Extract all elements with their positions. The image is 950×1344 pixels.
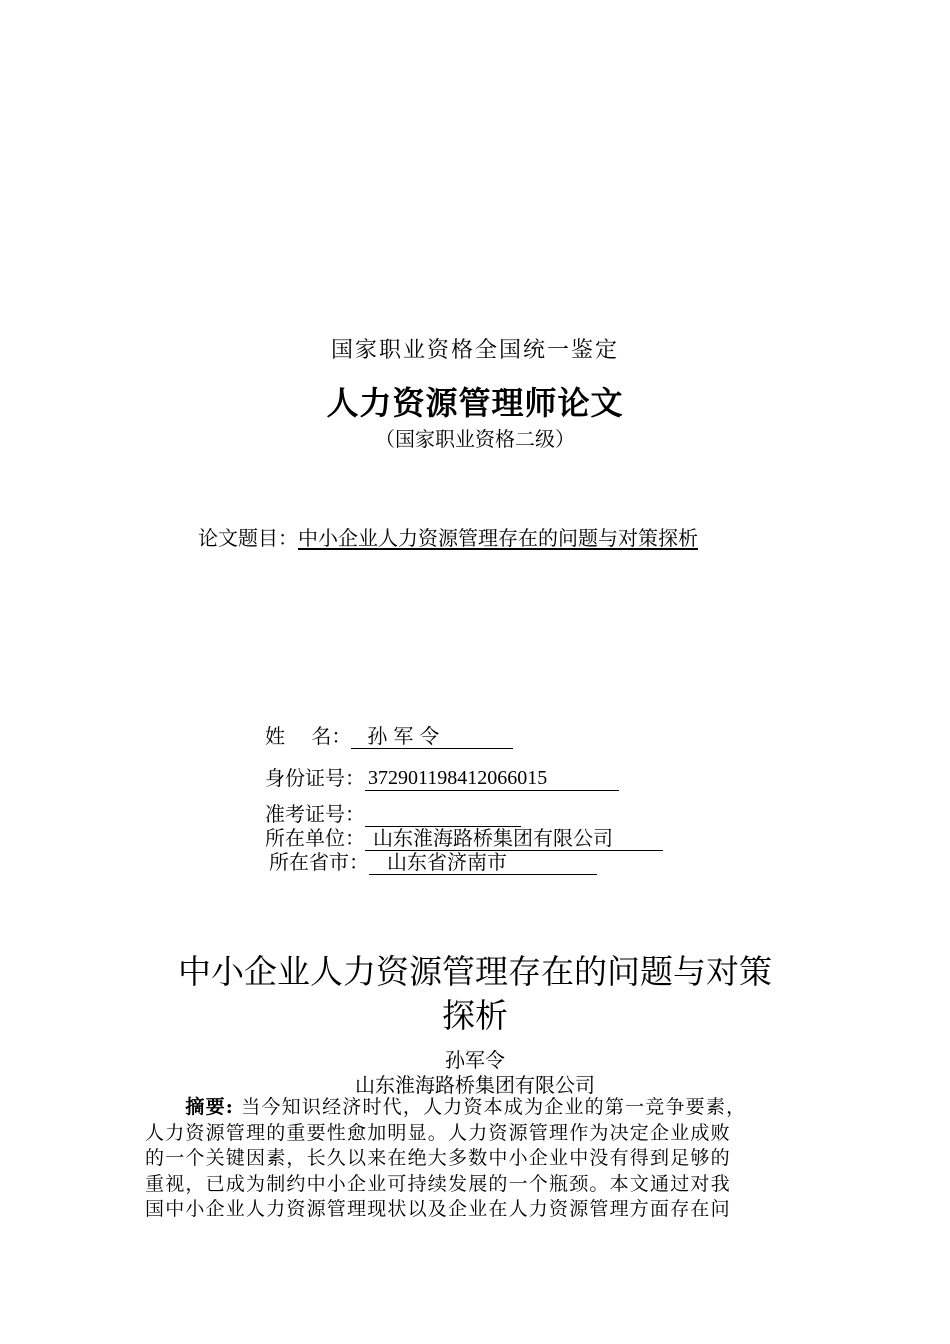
name-label: 姓 名： — [265, 724, 352, 748]
abstract-line-4: 重视，已成为制约中小企业可持续发展的一个瓶颈。本文通过对我 — [145, 1172, 731, 1195]
abstract-line-2: 人力资源管理的重要性愈加明显。人力资源管理作为决定企业成败 — [145, 1121, 731, 1144]
city-field — [269, 846, 597, 875]
sub-title: （国家职业资格二级） — [375, 427, 575, 451]
abstract-line-3: 的一个关键因素，长久以来在绝大多数中小企业中没有得到足够的 — [145, 1147, 731, 1169]
id-label: 身份证号： — [265, 766, 365, 790]
city-label: 所在省市： — [269, 850, 369, 874]
organization: 山东淮海路桥集团有限公司 — [355, 1073, 595, 1097]
name-value: 孙军令 — [351, 725, 513, 749]
abstract — [145, 1095, 809, 1223]
topic-row — [198, 522, 698, 551]
id-field — [265, 762, 619, 791]
id-value: 372901198412066015 — [365, 767, 619, 791]
topic-value: 中小企业人力资源管理存在的问题与对策探析 — [298, 526, 698, 550]
exam-label: 准考证号： — [265, 802, 365, 826]
topic-label: 论文题目： — [198, 526, 298, 550]
author: 孙军令 — [445, 1048, 505, 1072]
paper-title-line-1: 中小企业人力资源管理存在的问题与对策 — [178, 952, 772, 991]
paper-title-line-2: 探析 — [442, 996, 508, 1035]
unit-value: 山东淮海路桥集团有限公司 — [365, 827, 663, 851]
abstract-text-1: 当今知识经济时代，人力资本成为企业的第一竞争要素， — [241, 1096, 747, 1118]
abstract-line-5: 国中小企业人力资源管理现状以及企业在人力资源管理方面存在问 — [145, 1198, 731, 1220]
name-field — [265, 720, 513, 749]
main-title: 人力资源管理师论文 — [326, 384, 624, 422]
unit-label: 所在单位： — [265, 826, 365, 850]
abstract-line-1 — [145, 1095, 809, 1121]
city-value: 山东省济南市 — [369, 851, 597, 875]
header-line: 国家职业资格全国统一鉴定 — [330, 338, 619, 363]
abstract-label: 摘要: — [185, 1096, 235, 1118]
paper-title — [0, 950, 950, 1038]
